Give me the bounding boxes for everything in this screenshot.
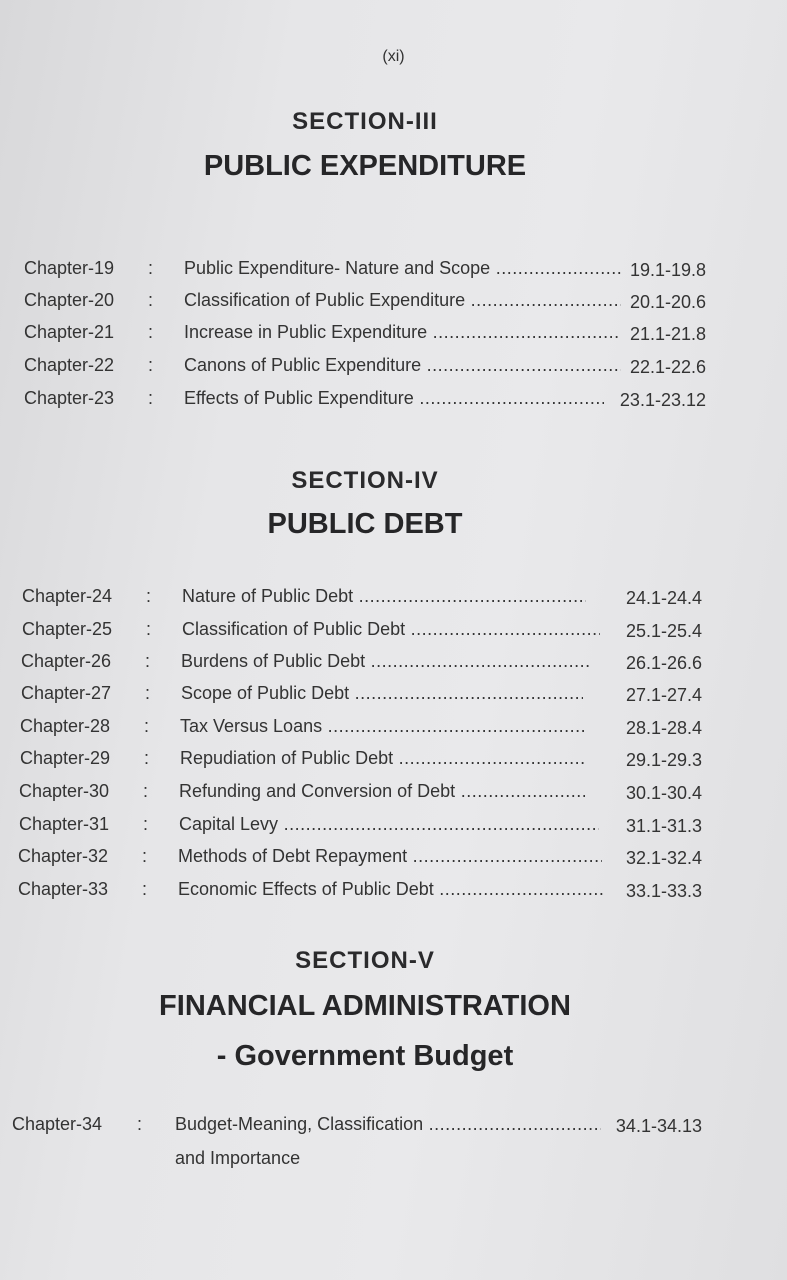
chapter-title: Classification of Public Expenditure ..... xyxy=(184,290,621,311)
page-range: 23.1-23.12 xyxy=(619,390,706,410)
toc-row-ch26[interactable] xyxy=(21,651,702,681)
toc-row-ch27[interactable] xyxy=(21,683,702,713)
chapter-title: Canons of Public Expenditure ..... xyxy=(184,355,621,376)
page-range: 22.1-22.6 xyxy=(629,357,706,377)
chapter-title: Scope of Public Debt ..... xyxy=(181,683,583,704)
page-range: 26.1-26.6 xyxy=(625,653,702,673)
section-3-label: SECTION-III xyxy=(292,108,438,135)
chapter-title: Methods of Debt Repayment ..... xyxy=(178,846,602,867)
toc-row-ch28[interactable] xyxy=(20,716,702,746)
page-range: 34.1-34.13 xyxy=(615,1116,702,1136)
page-range: 32.1-32.4 xyxy=(625,848,702,868)
toc-row-ch22[interactable] xyxy=(24,355,706,385)
chapter-title: Classification of Public Debt ..... xyxy=(182,619,600,640)
page-range: 25.1-25.4 xyxy=(625,621,702,641)
page-range: 24.1-24.4 xyxy=(625,588,702,608)
chapter-number: Chapter-19 xyxy=(24,258,115,278)
chapter-number: Chapter-34 xyxy=(12,1114,103,1134)
toc-row-ch19[interactable] xyxy=(24,258,706,288)
section-4-label: SECTION-IV xyxy=(291,467,439,494)
colon-separator: : xyxy=(144,748,150,768)
page-range: 20.1-20.6 xyxy=(629,292,706,312)
toc-row-ch33[interactable] xyxy=(18,879,702,909)
chapter-title: Public Expenditure- Nature and Scope ..... xyxy=(184,258,621,279)
section-5-title: FINANCIAL ADMINISTRATION xyxy=(159,990,571,1022)
chapter-number: Chapter-22 xyxy=(24,355,115,375)
colon-separator: : xyxy=(143,781,149,801)
colon-separator: : xyxy=(137,1114,143,1134)
chapter-title: Repudiation of Public Debt ..... xyxy=(180,748,586,769)
section-3-title: PUBLIC EXPENDITURE xyxy=(203,150,527,182)
section-5-label: SECTION-V xyxy=(295,947,435,974)
chapter-number: Chapter-32 xyxy=(18,846,109,866)
toc-row-ch29[interactable] xyxy=(20,748,702,778)
colon-separator: : xyxy=(148,290,154,310)
page-range: 28.1-28.4 xyxy=(625,718,702,738)
chapter-number: Chapter-26 xyxy=(21,651,112,671)
chapter-number: Chapter-21 xyxy=(24,322,115,342)
colon-separator: : xyxy=(148,322,154,342)
toc-row-ch34[interactable] xyxy=(12,1114,702,1144)
chapter-number: Chapter-28 xyxy=(20,716,111,736)
colon-separator: : xyxy=(142,846,148,866)
toc-row-ch21[interactable] xyxy=(24,322,706,352)
colon-separator: : xyxy=(146,619,152,639)
chapter-title: Budget-Meaning, Classification ..... xyxy=(175,1114,601,1135)
toc-row-ch25[interactable] xyxy=(22,619,702,649)
colon-separator: : xyxy=(148,355,154,375)
toc-row-ch30[interactable] xyxy=(19,781,702,811)
colon-separator: : xyxy=(145,651,151,671)
toc-row-ch31[interactable] xyxy=(19,814,702,844)
section-4-title: PUBLIC DEBT xyxy=(267,508,463,540)
chapter-number: Chapter-24 xyxy=(22,586,113,606)
chapter-title: Refunding and Conversion of Debt ..... xyxy=(179,781,585,802)
chapter-number: Chapter-29 xyxy=(20,748,111,768)
page-range: 29.1-29.3 xyxy=(625,750,702,770)
chapter-title: Effects of Public Expenditure ..... xyxy=(184,388,604,409)
toc-row-ch23[interactable] xyxy=(24,388,706,418)
page-range: 27.1-27.4 xyxy=(625,685,702,705)
chapter-number: Chapter-23 xyxy=(24,388,115,408)
colon-separator: : xyxy=(144,716,150,736)
chapter-title-continuation: and Importance xyxy=(175,1148,301,1168)
toc-row-ch32[interactable] xyxy=(18,846,702,876)
page-range: 33.1-33.3 xyxy=(625,881,702,901)
colon-separator: : xyxy=(146,586,152,606)
page-range: 30.1-30.4 xyxy=(625,783,702,803)
page-range: 21.1-21.8 xyxy=(629,324,706,344)
chapter-number: Chapter-31 xyxy=(19,814,110,834)
page-range: 31.1-31.3 xyxy=(625,816,702,836)
chapter-number: Chapter-30 xyxy=(19,781,110,801)
colon-separator: : xyxy=(145,683,151,703)
page-range: 19.1-19.8 xyxy=(629,260,706,280)
colon-separator: : xyxy=(148,388,154,408)
colon-separator: : xyxy=(143,814,149,834)
toc-row-ch24[interactable] xyxy=(22,586,702,616)
chapter-title: Increase in Public Expenditure ..... xyxy=(184,322,621,343)
chapter-title: Capital Levy ..... xyxy=(179,814,599,835)
chapter-number: Chapter-27 xyxy=(21,683,112,703)
page-number: (xi) xyxy=(382,48,405,65)
section-5-subtitle: - Government Budget xyxy=(216,1040,514,1072)
chapter-number: Chapter-33 xyxy=(18,879,109,899)
chapter-number: Chapter-20 xyxy=(24,290,115,310)
toc-row-ch20[interactable] xyxy=(24,290,706,320)
chapter-title: Burdens of Public Debt ..... xyxy=(181,651,589,672)
chapter-title: Nature of Public Debt ..... xyxy=(182,586,586,607)
chapter-title: Economic Effects of Public Debt ..... xyxy=(178,879,604,900)
colon-separator: : xyxy=(142,879,148,899)
colon-separator: : xyxy=(148,258,154,278)
chapter-title: Tax Versus Loans ..... xyxy=(180,716,584,737)
chapter-number: Chapter-25 xyxy=(22,619,113,639)
